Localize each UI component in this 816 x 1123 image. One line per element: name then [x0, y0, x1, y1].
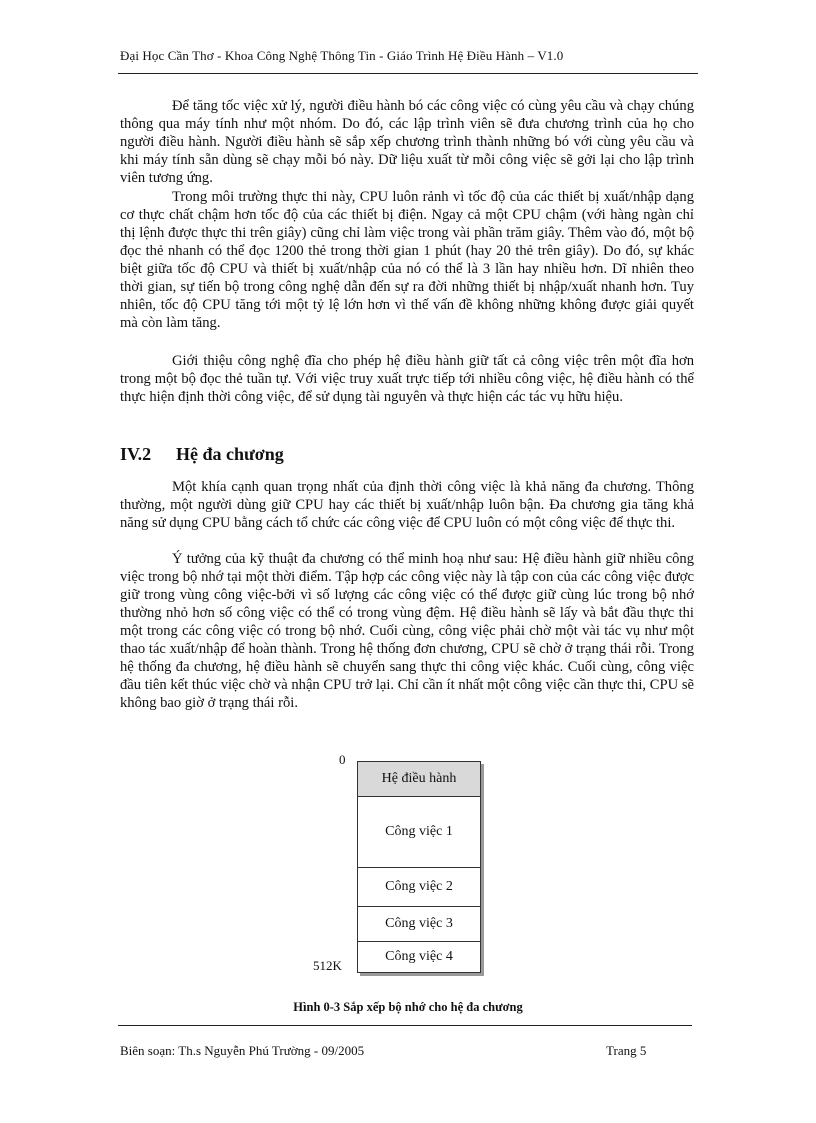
paragraph-4 [120, 478, 694, 532]
section-number: IV.2 [120, 444, 152, 464]
paragraph-4-text: Một khía cạnh quan trọng nhất của định thời công việc là khả năng đa chương. Thông thường, một người dùng giữ CPU hay các thiết bị xuất/nhập luôn bận. Đa chương gia tăng khả năng sử dụng CPU bằng cách tổ chức các công việc để CPU luôn có một công việc để thực thi. [120, 479, 694, 531]
page-header: Đại Học Cần Thơ - Khoa Công Nghệ Thông Tin - Giáo Trình Hệ Điều Hành – V1.0 [120, 48, 564, 63]
figure-caption: Hình 0-3 Sắp xếp bộ nhớ cho hệ đa chương [293, 1000, 523, 1014]
paragraph-5 [120, 550, 694, 712]
paragraph-5-text: Ý tưởng của kỹ thuật đa chương có thể minh hoạ như sau: Hệ điều hành giữ nhiều công việc trong bộ nhớ tại một thời điểm. Tập hợp các công việc này là tập con của các công việc được giữ trong vùng công việc-bởi vì số lượng các công việc có thể được giữ cùng lúc trong bộ nhớ thường nhỏ hơn số công việc có thể có trong vùng đệm. Hệ điều hành sẽ lấy và bắt đầu thực thi một trong các công việc có trong bộ nhớ. Cuối cùng, công việc phải chờ một vài tác vụ như một thao tác xuất/nhập để hoàn thành. Trong hệ thống đơn chương, CPU sẽ chờ ở trạng thái rỗi. Trong hệ thống đa chương, hệ điều hành sẽ chuyển sang thực thi công việc khác. Cuối cùng, công việc đầu tiên kết thúc việc chờ và nhận CPU trở lại. Chỉ cần ít nhất một công việc cần thực thi, CPU sẽ không bao giờ ở trạng thái rỗi. [120, 551, 694, 711]
memory-cell-job-2 [358, 868, 480, 907]
footer-page-number: Trang 5 [606, 1043, 647, 1058]
memory-cell-job-1 [358, 797, 480, 868]
paragraph-2-text: Trong môi trường thực thi này, CPU luôn rảnh vì tốc độ của các thiết bị xuất/nhập dạng cơ thực chất chậm hơn tốc độ của các thiết bị điện. Ngay cả một CPU chậm (với hàng ngàn chỉ thị lệnh được thực thi trên giây) cũng chỉ làm việc trong vài phần trăm giây. Thêm vào đó, một bộ đọc thẻ nhanh có thể đọc 1200 thẻ trong thời gian 1 phút (hay 20 thẻ trên giây). Do đó, sự khác biệt giữa tốc độ CPU và thiết bị xuất/nhập của nó có thể là 3 lần hay nhiều hơn. Dĩ nhiên theo thời gian, sự tiến bộ trong công nghệ dẫn đến sự ra đời những thiết bị nhập/xuất nhanh hơn. Tuy nhiên, tốc độ CPU tăng tới một tỷ lệ lớn hơn vì thế vấn đề không những không được giải quyết mà còn làm tăng. [120, 189, 694, 331]
memory-cell-os [358, 762, 480, 797]
paragraph-1 [120, 97, 694, 187]
memory-start-label: 0 [339, 752, 346, 767]
memory-cell-job-1-label: Công việc 1 [385, 824, 453, 839]
footer-author: Biên soạn: Th.s Nguyễn Phú Trường - 09/2005 [120, 1043, 365, 1058]
memory-layout-diagram [357, 761, 481, 973]
memory-cell-job-2-label: Công việc 2 [385, 879, 453, 894]
memory-cell-job-3-label: Công việc 3 [385, 916, 453, 931]
memory-end-label: 512K [313, 958, 342, 973]
section-title: Hệ đa chương [176, 444, 284, 464]
memory-cell-job-4-label: Công việc 4 [385, 949, 453, 964]
memory-cell-os-label: Hệ điều hành [381, 771, 457, 786]
paragraph-3-text: Giới thiệu công nghệ đĩa cho phép hệ điều hành giữ tất cả công việc trên một đĩa hơn trong một bộ đọc thẻ tuần tự. Với việc truy xuất trực tiếp tới nhiều công việc, hệ điều hành có thể thực hiện định thời công việc, để sử dụng tài nguyên và thực hiện các tác vụ hữu hiệu. [120, 353, 694, 405]
section-heading [120, 444, 284, 465]
paragraph-1-text: Để tăng tốc việc xử lý, người điều hành bó các công việc có cùng yêu cầu và chạy chúng thông qua máy tính như một nhóm. Do đó, các lập trình viên sẽ đưa chương trình của họ cho người điều hành. Người điều hành sẽ sắp xếp chương trình thành những bó với cùng yêu cầu và khi máy tính sẵn dùng sẽ chạy mỗi bó này. Dữ liệu xuất từ mỗi công việc sẽ gởi lại cho lập trình viên tương ứng. [120, 98, 694, 186]
memory-cell-job-3 [358, 907, 480, 942]
paragraph-3 [120, 352, 694, 406]
footer-divider [118, 1025, 692, 1026]
paragraph-2 [120, 188, 694, 332]
memory-cell-job-4 [358, 942, 480, 972]
header-divider [118, 73, 698, 74]
